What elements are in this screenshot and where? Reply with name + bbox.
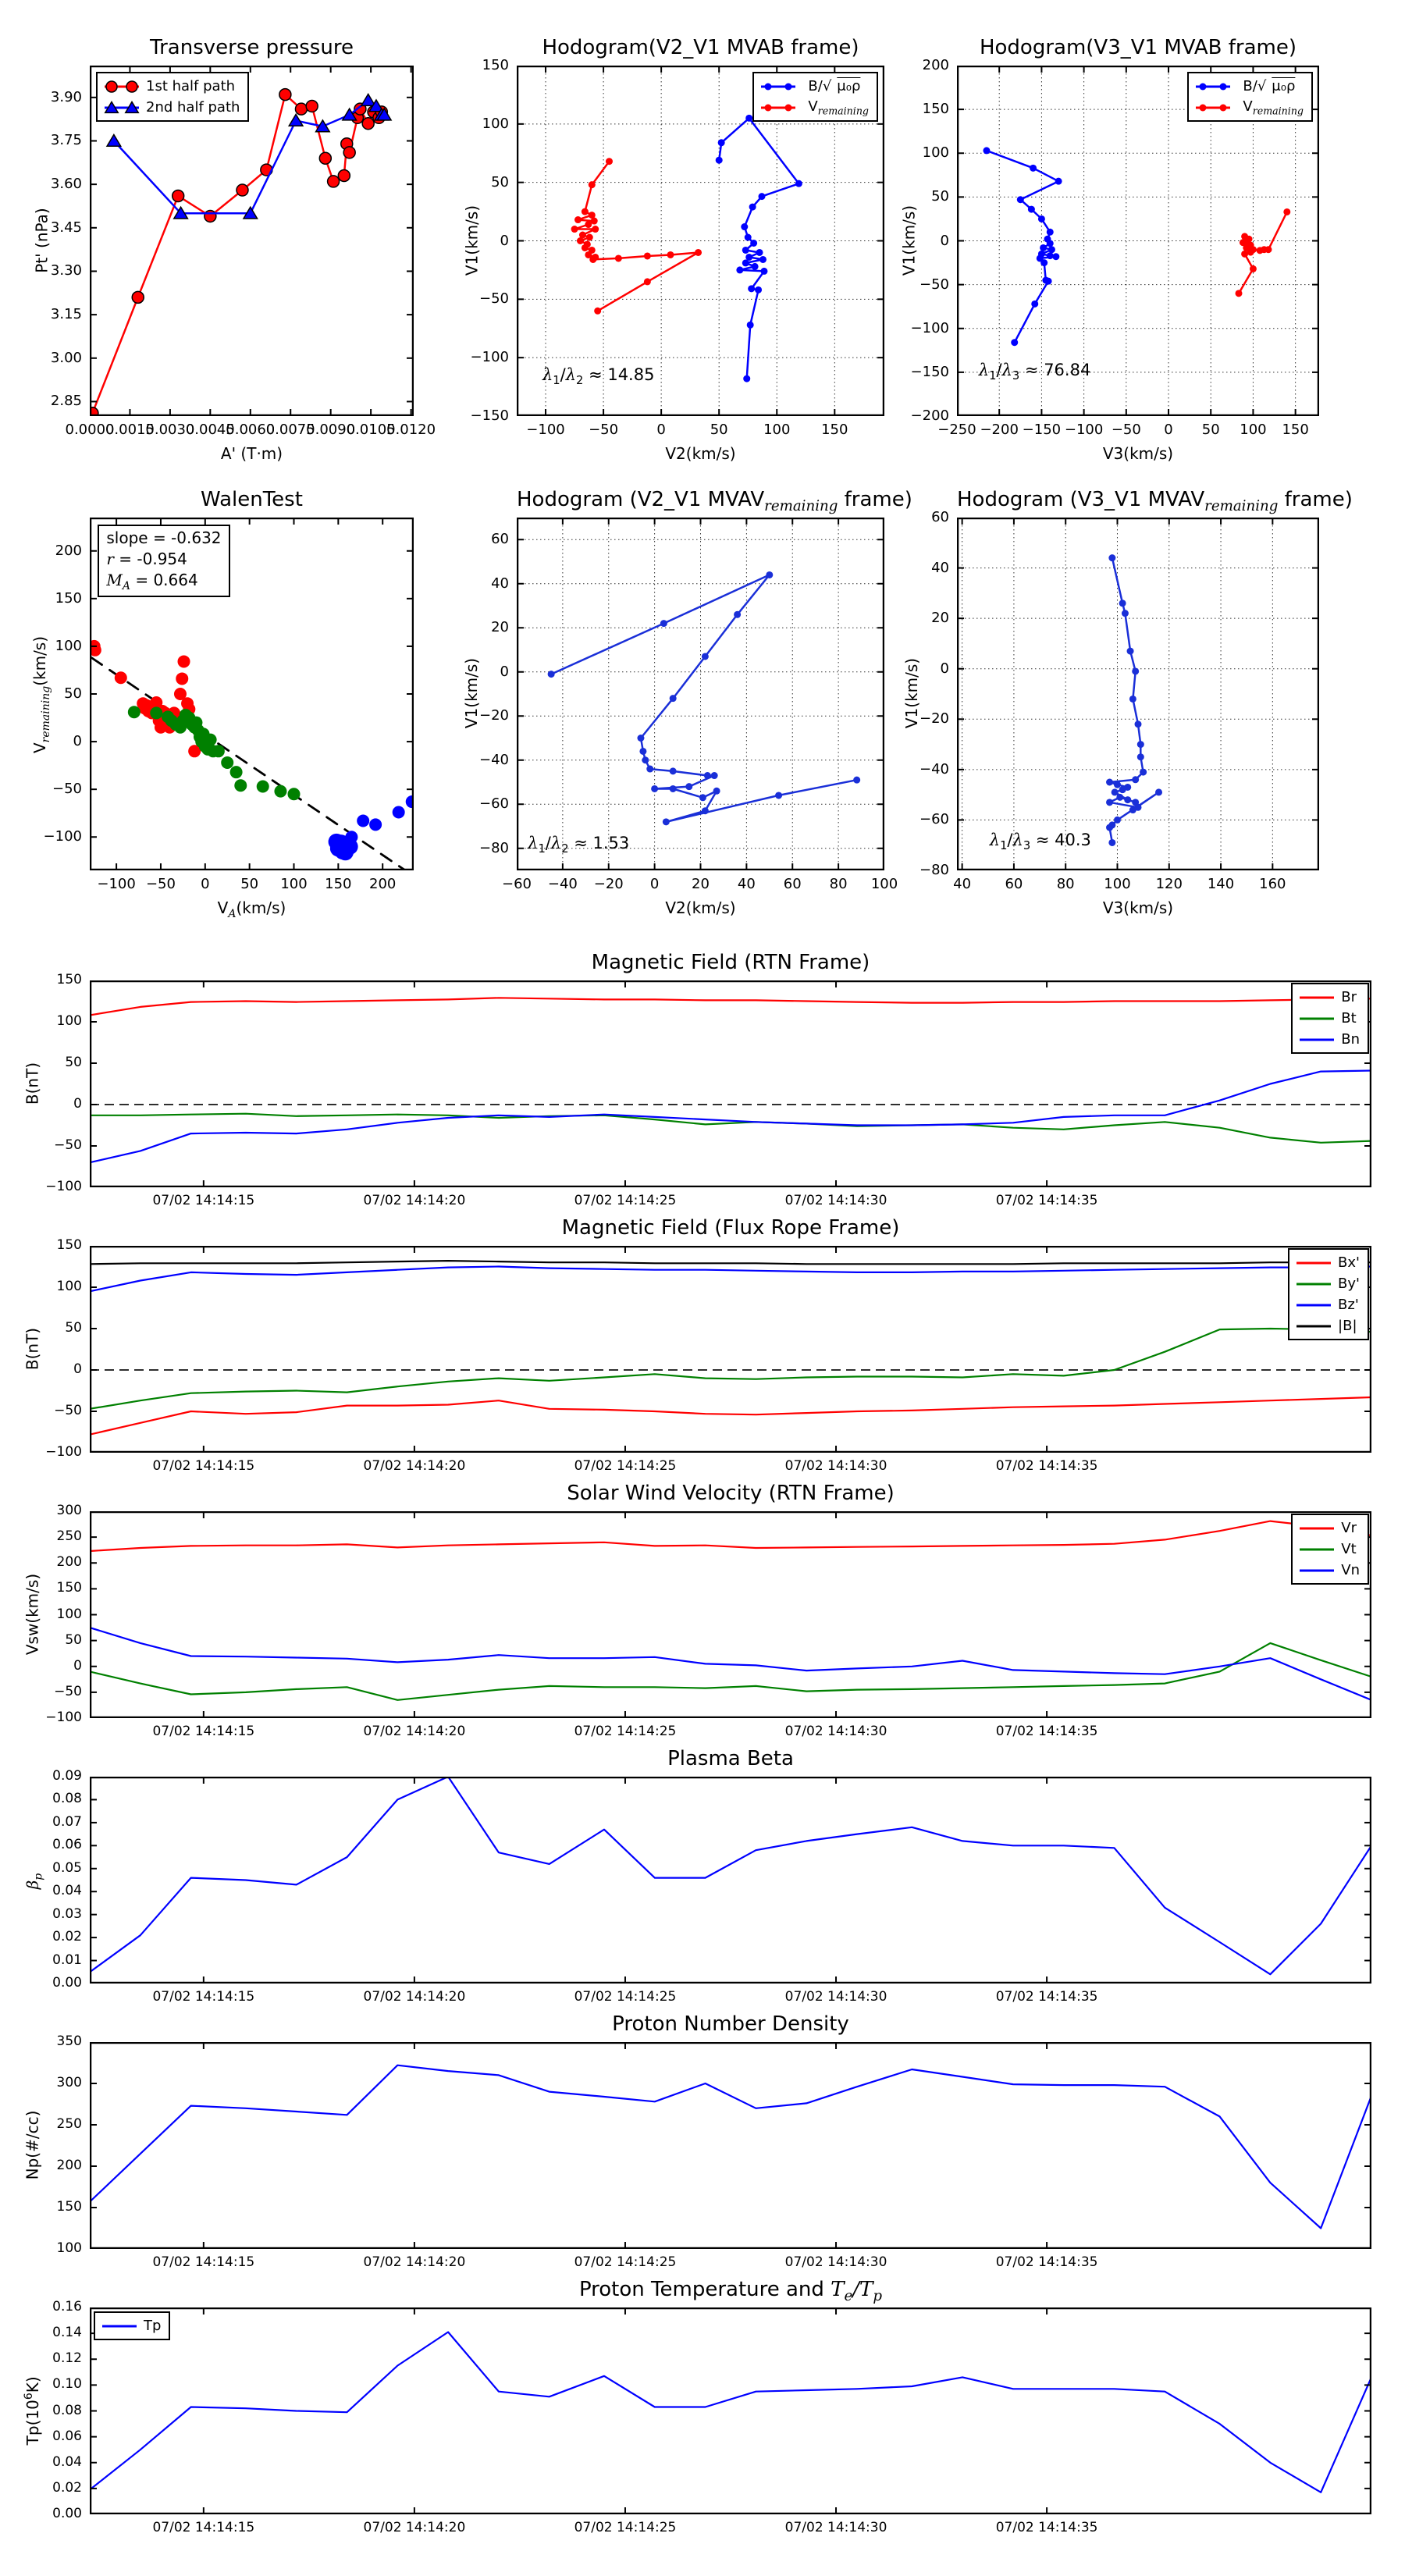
transverse-pressure-xlabel: A' (T·m) — [220, 444, 283, 463]
proton-number-density-ytick: 200 — [56, 2158, 82, 2173]
hodogram-v3v1-mvab-ytick: 50 — [931, 188, 949, 205]
magnetic-field-flux-rope-ytick: 150 — [56, 1237, 82, 1253]
hodogram-v2v1-mvab-annotation: $\lambda_1/\lambda_2 \approx 14.85$ — [542, 365, 655, 388]
magnetic-field-rtn-legend — [1291, 983, 1369, 1054]
magnetic-field-rtn-ylabel: B(nT) — [23, 1062, 41, 1105]
legend-entry — [1295, 1294, 1360, 1315]
solar-wind-velocity-ytick: 250 — [56, 1528, 82, 1545]
transverse-pressure-xtick: 0.0090 — [306, 422, 356, 438]
hodogram-v2v1-mvav-xtick: −60 — [502, 876, 532, 892]
magnetic-field-flux-rope-ytick: 0 — [73, 1361, 82, 1377]
stats-line: $M_A = 0.664$ — [106, 571, 198, 593]
walen-test-xtick: 0 — [201, 876, 210, 892]
legend-entry — [1295, 1252, 1360, 1273]
proton-temperature-title: Proton Temperature and $T_e/T_p$ — [578, 2278, 883, 2305]
plasma-beta-xtick: 07/02 14:14:20 — [363, 1989, 466, 2005]
transverse-pressure-xtick: 0.0000 — [65, 422, 115, 438]
hodogram-v3v1-mvav-annotation: $\lambda_1/\lambda_3 \approx 40.3$ — [989, 830, 1091, 852]
hodogram-v2v1-mvav-xtick: 40 — [737, 876, 756, 892]
hodogram-v3v1-mvav-xtick: 80 — [1056, 876, 1075, 892]
solar-wind-velocity-ytick: 0 — [73, 1657, 82, 1674]
transverse-pressure-xtick: 0.0105 — [346, 422, 396, 438]
magnetic-field-flux-rope-overlay — [90, 1246, 1371, 1453]
walen-test-xtick: −50 — [145, 876, 176, 892]
plasma-beta-title: Plasma Beta — [667, 1747, 794, 1770]
plasma-beta-xtick: 07/02 14:14:25 — [574, 1989, 677, 2005]
hodogram-v3v1-mvav-title: Hodogram (V3_V1 $MVAV_{remaining}$ frame) — [957, 488, 1353, 515]
proton-number-density-ytick: 150 — [56, 2199, 82, 2215]
hodogram-v3v1-mvab-xtick: −150 — [1022, 422, 1062, 438]
legend-entry — [1298, 1539, 1360, 1560]
hodogram-v2v1-mvab-xtick: 50 — [710, 422, 728, 438]
hodogram-v3v1-mvab-ytick: 100 — [922, 144, 949, 162]
hodogram-v2v1-mvav-ytick: 40 — [491, 575, 509, 592]
transverse-pressure-xtick: 0.0015 — [105, 422, 155, 438]
legend-line-sample — [1295, 1298, 1332, 1312]
magnetic-field-rtn-xtick: 07/02 14:14:15 — [152, 1193, 255, 1208]
magnetic-field-rtn-ytick: 50 — [65, 1055, 82, 1070]
magnetic-field-flux-rope-xtick: 07/02 14:14:25 — [574, 1458, 677, 1474]
walen-test-title: WalenTest — [201, 488, 303, 511]
hodogram-v3v1-mvab-ytick: −150 — [910, 363, 949, 380]
hodogram-v2v1-mvab-ytick: 100 — [482, 115, 509, 132]
magnetic-field-rtn-ytick: 150 — [56, 972, 82, 987]
transverse-pressure-ytick: 3.30 — [50, 262, 82, 279]
transverse-pressure-overlay — [90, 66, 414, 416]
hodogram-v3v1-mvab-ylabel: V1(km/s) — [899, 205, 918, 276]
legend-line-sample — [759, 101, 797, 115]
hodogram-v2v1-mvav-xlabel: V2(km/s) — [665, 898, 736, 917]
legend-line-sample — [1295, 1277, 1332, 1291]
proton-temperature-ytick: 0.00 — [52, 2506, 82, 2521]
transverse-pressure-ytick: 3.45 — [50, 219, 82, 236]
hodogram-v3v1-mvav-xtick: 160 — [1259, 876, 1286, 892]
proton-temperature-xtick: 07/02 14:14:25 — [574, 2520, 677, 2535]
hodogram-v3v1-mvab-xlabel: V3(km/s) — [1102, 444, 1174, 463]
hodogram-v3v1-mvav-ytick: −20 — [919, 710, 949, 728]
legend-line-sample — [1298, 1521, 1336, 1535]
proton-number-density-title: Proton Number Density — [612, 2012, 849, 2036]
solar-wind-velocity-overlay — [90, 1511, 1371, 1718]
proton-number-density-xtick: 07/02 14:14:30 — [784, 2254, 887, 2270]
plasma-beta-ytick: 0.08 — [52, 1791, 82, 1807]
hodogram-v2v1-mvab-xtick: 150 — [821, 422, 848, 438]
proton-number-density-xtick: 07/02 14:14:35 — [995, 2254, 1098, 2270]
hodogram-v2v1-mvab-ytick: −150 — [470, 407, 509, 424]
plasma-beta-ytick: 0.04 — [52, 1883, 82, 1899]
solar-wind-velocity-xtick: 07/02 14:14:35 — [995, 1724, 1098, 1739]
magnetic-field-flux-rope-ytick: 50 — [65, 1320, 82, 1336]
legend-label: Bx' — [1338, 1254, 1360, 1271]
magnetic-field-flux-rope-ytick: 100 — [56, 1279, 82, 1294]
walen-test-ytick: 100 — [55, 637, 82, 654]
plasma-beta-ytick: 0.02 — [52, 1929, 82, 1945]
legend-line-sample — [1295, 1319, 1332, 1333]
hodogram-v3v1-mvav-ytick: −80 — [919, 862, 949, 878]
hodogram-v3v1-mvab-xtick: −50 — [1111, 422, 1141, 438]
hodogram-v3v1-mvab-title: Hodogram(V3_V1 MVAB frame) — [979, 36, 1297, 59]
solar-wind-velocity-ytick: −50 — [54, 1683, 82, 1699]
proton-temperature-legend — [94, 2311, 170, 2340]
magnetic-field-rtn-ytick: 0 — [73, 1096, 82, 1112]
plasma-beta-ytick: 0.07 — [52, 1813, 82, 1830]
legend-line-sample — [1298, 1033, 1336, 1047]
legend-line-sample — [1295, 1256, 1332, 1270]
hodogram-v3v1-mvav-ytick: −60 — [919, 811, 949, 828]
hodogram-v3v1-mvav-overlay — [957, 518, 1319, 870]
legend-label: B/√ μ₀ρ — [808, 78, 861, 94]
hodogram-v3v1-mvab-xtick: −250 — [937, 422, 976, 438]
hodogram-v3v1-mvab-xtick: 100 — [1240, 422, 1267, 438]
solar-wind-velocity-ylabel: Vsw(km/s) — [23, 1573, 41, 1655]
proton-number-density-ytick: 100 — [56, 2240, 82, 2256]
solar-wind-velocity-ytick: 300 — [56, 1503, 82, 1518]
hodogram-v2v1-mvav-xtick: −40 — [547, 876, 578, 892]
hodogram-v2v1-mvab-xtick: −100 — [526, 422, 565, 438]
legend-line-sample — [1194, 80, 1232, 94]
hodogram-v2v1-mvab-ytick: 50 — [491, 173, 509, 190]
walen-test-ytick: 0 — [73, 733, 82, 750]
hodogram-v2v1-mvab-ytick: −100 — [470, 349, 509, 366]
legend-entry — [1194, 76, 1304, 97]
magnetic-field-flux-rope-ytick: −100 — [45, 1444, 82, 1460]
hodogram-v2v1-mvab-ytick: −50 — [479, 290, 509, 308]
walen-test-xtick: 200 — [369, 876, 397, 892]
solar-wind-velocity-xtick: 07/02 14:14:20 — [363, 1724, 466, 1739]
magnetic-field-flux-rope-xtick: 07/02 14:14:35 — [995, 1458, 1098, 1474]
proton-temperature-ytick: 0.06 — [52, 2428, 82, 2444]
transverse-pressure-xtick: 0.0075 — [265, 422, 315, 438]
hodogram-v3v1-mvav-ytick: −40 — [919, 760, 949, 777]
hodogram-v2v1-mvav-xtick: −20 — [593, 876, 624, 892]
proton-number-density-xtick: 07/02 14:14:25 — [574, 2254, 677, 2270]
magnetic-field-rtn-title: Magnetic Field (RTN Frame) — [591, 951, 870, 974]
proton-number-density-xtick: 07/02 14:14:15 — [152, 2254, 255, 2270]
legend-entry — [1298, 1560, 1360, 1581]
hodogram-v3v1-mvab-legend — [1187, 72, 1313, 122]
solar-wind-velocity-title: Solar Wind Velocity (RTN Frame) — [567, 1482, 895, 1505]
transverse-pressure-xtick: 0.0120 — [386, 422, 436, 438]
hodogram-v2v1-mvab-xtick: 0 — [656, 422, 666, 438]
plasma-beta-ytick: 0.05 — [52, 1859, 82, 1876]
plasma-beta-xtick: 07/02 14:14:30 — [784, 1989, 887, 2005]
proton-temperature-xtick: 07/02 14:14:30 — [784, 2520, 887, 2535]
hodogram-v3v1-mvav-ytick: 20 — [931, 610, 949, 627]
solar-wind-velocity-xtick: 07/02 14:14:30 — [784, 1724, 887, 1739]
proton-temperature-ytick: 0.12 — [52, 2350, 82, 2367]
hodogram-v2v1-mvab-ylabel: V1(km/s) — [462, 205, 481, 276]
solar-wind-velocity-legend — [1291, 1514, 1369, 1585]
proton-temperature-ytick: 0.04 — [52, 2453, 82, 2470]
plasma-beta-ytick: 0.06 — [52, 1837, 82, 1853]
hodogram-v3v1-mvav-xtick: 60 — [1005, 876, 1023, 892]
walen-test-ytick: −50 — [52, 781, 82, 798]
hodogram-v3v1-mvav-xtick: 40 — [953, 876, 972, 892]
solar-wind-velocity-ytick: 150 — [56, 1580, 82, 1596]
walen-test-ylabel: $V_{remaining}(km/s)$ — [30, 635, 52, 754]
legend-label: Bz' — [1338, 1297, 1359, 1313]
hodogram-v3v1-mvab-xtick: −200 — [980, 422, 1019, 438]
hodogram-v2v1-mvab-ytick: 150 — [482, 57, 509, 73]
hodogram-v3v1-mvab-xtick: −100 — [1064, 422, 1104, 438]
proton-temperature-ytick: 0.08 — [52, 2402, 82, 2418]
legend-entry — [759, 76, 869, 97]
walen-test-ytick: 200 — [55, 542, 82, 559]
legend-line-sample — [1298, 1564, 1336, 1578]
proton-number-density-overlay — [90, 2042, 1371, 2249]
hodogram-v3v1-mvab-annotation: $\lambda_1/\lambda_3 \approx 76.84$ — [978, 360, 1091, 382]
magnetic-field-rtn-overlay — [90, 980, 1371, 1187]
proton-number-density-ytick: 250 — [56, 2116, 82, 2132]
legend-label: 1st half path — [146, 78, 236, 94]
plasma-beta-ytick: 0.03 — [52, 1905, 82, 1922]
solar-wind-velocity-ytick: 50 — [65, 1631, 82, 1648]
transverse-pressure-ytick: 3.90 — [50, 88, 82, 105]
solar-wind-velocity-xtick: 07/02 14:14:15 — [152, 1724, 255, 1739]
proton-number-density-xtick: 07/02 14:14:20 — [363, 2254, 466, 2270]
legend-entry — [1298, 1008, 1360, 1029]
legend-label: Br — [1341, 989, 1357, 1005]
hodogram-v3v1-mvab-xtick: 0 — [1164, 422, 1173, 438]
transverse-pressure-xtick: 0.0045 — [185, 422, 235, 438]
plasma-beta-xtick: 07/02 14:14:15 — [152, 1989, 255, 2005]
magnetic-field-flux-rope-xtick: 07/02 14:14:20 — [363, 1458, 466, 1474]
transverse-pressure-xtick: 0.0060 — [226, 422, 276, 438]
hodogram-v2v1-mvav-ylabel: V1(km/s) — [462, 657, 481, 729]
hodogram-v2v1-mvav-xtick: 100 — [870, 876, 898, 892]
proton-temperature-overlay — [90, 2307, 1371, 2514]
hodogram-v3v1-mvav-xtick: 100 — [1104, 876, 1131, 892]
hodogram-v3v1-mvab-xtick: 150 — [1282, 422, 1309, 438]
walen-test-ytick: 50 — [64, 685, 82, 702]
proton-number-density-ytick: 350 — [56, 2033, 82, 2049]
hodogram-v3v1-mvav-ytick: 0 — [940, 660, 949, 677]
legend-entry — [1295, 1315, 1360, 1336]
hodogram-v2v1-mvab-title: Hodogram(V2_V1 MVAB frame) — [542, 36, 859, 59]
legend-line-sample — [1298, 1542, 1336, 1557]
magnetic-field-rtn-ytick: −100 — [45, 1179, 82, 1194]
hodogram-v2v1-mvav-ytick: −20 — [479, 707, 509, 724]
solar-wind-velocity-ytick: −100 — [45, 1710, 82, 1725]
hodogram-v2v1-mvav-ytick: −80 — [479, 839, 509, 856]
hodogram-v2v1-mvav-ytick: −40 — [479, 751, 509, 768]
magnetic-field-rtn-xtick: 07/02 14:14:30 — [784, 1193, 887, 1208]
walen-test-overlay — [90, 518, 414, 870]
legend-label: By' — [1338, 1276, 1360, 1292]
legend-label: Vn — [1341, 1562, 1360, 1578]
magnetic-field-rtn-xtick: 07/02 14:14:35 — [995, 1193, 1098, 1208]
magnetic-field-flux-rope-xtick: 07/02 14:14:15 — [152, 1458, 255, 1474]
plasma-beta-overlay — [90, 1777, 1371, 1984]
plasma-beta-xtick: 07/02 14:14:35 — [995, 1989, 1098, 2005]
hodogram-v3v1-mvab-ytick: 150 — [922, 101, 949, 118]
transverse-pressure-ytick: 3.15 — [50, 306, 82, 323]
proton-temperature-ytick: 0.14 — [52, 2325, 82, 2341]
proton-temperature-ytick: 0.10 — [52, 2376, 82, 2393]
legend-label: Bt — [1341, 1010, 1357, 1026]
magnetic-field-rtn-xtick: 07/02 14:14:20 — [363, 1193, 466, 1208]
hodogram-v2v1-mvav-overlay — [517, 518, 884, 870]
legend-line-sample — [1298, 1012, 1336, 1026]
hodogram-v2v1-mvav-ytick: −60 — [479, 795, 509, 813]
legend-label: 2nd half path — [146, 99, 240, 116]
proton-temperature-xtick: 07/02 14:14:15 — [152, 2520, 255, 2535]
legend-line-sample — [1298, 991, 1336, 1005]
magnetic-field-flux-rope-legend — [1288, 1248, 1369, 1340]
transverse-pressure-ytick: 3.60 — [50, 176, 82, 193]
transverse-pressure-ylabel: Pt' (nPa) — [32, 207, 51, 273]
magnetic-field-flux-rope-ytick: −50 — [54, 1403, 82, 1418]
walen-test-xlabel: $V_A(km/s)$ — [217, 898, 286, 920]
legend-entry — [1298, 1517, 1360, 1539]
hodogram-v2v1-mvab-ytick: 0 — [500, 232, 509, 249]
legend-label: Tp — [144, 2318, 162, 2334]
magnetic-field-flux-rope-title: Magnetic Field (Flux Rope Frame) — [561, 1216, 900, 1240]
hodogram-v3v1-mvav-xtick: 140 — [1207, 876, 1235, 892]
legend-line-sample — [103, 80, 140, 94]
legend-entry — [1298, 1029, 1360, 1050]
proton-temperature-ytick: 0.02 — [52, 2479, 82, 2496]
magnetic-field-flux-rope-xtick: 07/02 14:14:30 — [784, 1458, 887, 1474]
legend-entry — [1194, 97, 1304, 118]
plasma-beta-ytick: 0.01 — [52, 1952, 82, 1968]
hodogram-v3v1-mvab-ytick: −200 — [910, 407, 949, 424]
hodogram-v3v1-mvav-xtick: 120 — [1155, 876, 1183, 892]
hodogram-v2v1-mvav-ytick: 20 — [491, 619, 509, 636]
hodogram-v3v1-mvab-ytick: −50 — [919, 276, 949, 293]
hodogram-v2v1-mvav-annotation: $\lambda_1/\lambda_2 \approx 1.53$ — [528, 834, 630, 856]
magnetic-field-rtn-ytick: 100 — [56, 1013, 82, 1029]
magnetic-field-rtn-ytick: −50 — [54, 1137, 82, 1153]
transverse-pressure-legend — [96, 72, 249, 122]
hodogram-v3v1-mvav-ytick: 60 — [931, 509, 949, 525]
legend-line-sample — [101, 2319, 138, 2333]
hodogram-v2v1-mvav-xtick: 80 — [829, 876, 848, 892]
hodogram-v3v1-mvav-ytick: 40 — [931, 559, 949, 576]
hodogram-v3v1-mvab-ytick: 0 — [940, 232, 949, 249]
transverse-pressure-ytick: 3.00 — [50, 349, 82, 366]
legend-line-sample — [103, 101, 140, 115]
legend-label: Vr — [1341, 1520, 1357, 1536]
hodogram-v3v1-mvab-ytick: −100 — [910, 319, 949, 336]
plasma-beta-ytick: 0.09 — [52, 1768, 82, 1784]
transverse-pressure-ytick: 2.85 — [50, 393, 82, 410]
legend-label: B/√ μ₀ρ — [1243, 78, 1296, 94]
hodogram-v2v1-mvab-overlay — [517, 66, 884, 416]
transverse-pressure-ytick: 3.75 — [50, 132, 82, 149]
hodogram-v3v1-mvab-ytick: 200 — [922, 57, 949, 73]
walen-test-ytick: −100 — [43, 828, 82, 845]
hodogram-v2v1-mvav-xtick: 20 — [692, 876, 710, 892]
legend-entry — [1295, 1273, 1360, 1294]
magnetic-field-rtn-xtick: 07/02 14:14:25 — [574, 1193, 677, 1208]
legend-label: Bn — [1341, 1031, 1360, 1048]
legend-line-sample — [1194, 101, 1232, 115]
proton-temperature-xtick: 07/02 14:14:20 — [363, 2520, 466, 2535]
proton-temperature-xtick: 07/02 14:14:35 — [995, 2520, 1098, 2535]
proton-temperature-ytick: 0.16 — [52, 2299, 82, 2314]
hodogram-v2v1-mvab-xtick: 100 — [763, 422, 791, 438]
transverse-pressure-title: Transverse pressure — [150, 36, 354, 59]
legend-label: |B| — [1338, 1318, 1357, 1334]
hodogram-v3v1-mvab-xtick: 50 — [1201, 422, 1220, 438]
walen-test-ytick: 150 — [55, 589, 82, 607]
legend-line-sample — [759, 80, 797, 94]
solar-wind-velocity-xtick: 07/02 14:14:25 — [574, 1724, 677, 1739]
walen-test-xtick: 50 — [240, 876, 259, 892]
plasma-beta-ytick: 0.00 — [52, 1975, 82, 1991]
legend-label: Vt — [1341, 1541, 1357, 1557]
hodogram-v3v1-mvav-ylabel: V1(km/s) — [902, 657, 921, 729]
solar-wind-velocity-ytick: 100 — [56, 1606, 82, 1622]
hodogram-v2v1-mvav-title: Hodogram (V2_V1 $MVAV_{remaining}$ frame) — [517, 488, 912, 515]
legend-entry — [1298, 987, 1360, 1008]
legend-label: $V_{remaining}$ — [808, 98, 869, 117]
legend-entry — [103, 97, 240, 118]
hodogram-v2v1-mvav-xtick: 0 — [649, 876, 660, 892]
hodogram-v2v1-mvav-ytick: 60 — [491, 531, 509, 548]
legend-entry — [103, 76, 240, 97]
hodogram-v2v1-mvab-xlabel: V2(km/s) — [665, 444, 736, 463]
walen-test-xtick: −100 — [97, 876, 136, 892]
stats-line: r = -0.954 — [106, 550, 187, 569]
walen-test-xtick: 100 — [280, 876, 308, 892]
transverse-pressure-xtick: 0.0030 — [145, 422, 195, 438]
proton-number-density-ylabel: Np(#/cc) — [23, 2110, 41, 2179]
solar-wind-velocity-ytick: 200 — [56, 1554, 82, 1571]
legend-label: $V_{remaining}$ — [1243, 98, 1304, 117]
hodogram-v3v1-mvab-overlay — [957, 66, 1319, 416]
walen-test-stats-box — [98, 525, 229, 597]
proton-number-density-ytick: 300 — [56, 2075, 82, 2090]
magnetic-field-flux-rope-ylabel: B(nT) — [23, 1327, 41, 1370]
proton-temperature-ylabel: $Tp(10^6K)$ — [22, 2375, 42, 2445]
hodogram-v2v1-mvav-xtick: 60 — [783, 876, 802, 892]
legend-entry — [759, 97, 869, 118]
legend-entry — [101, 2315, 161, 2336]
hodogram-v2v1-mvav-ytick: 0 — [500, 663, 509, 680]
walen-test-xtick: 150 — [325, 876, 352, 892]
hodogram-v2v1-mvab-xtick: −50 — [589, 422, 619, 438]
stats-line: slope = -0.632 — [106, 528, 222, 548]
hodogram-v3v1-mvav-xlabel: V3(km/s) — [1102, 898, 1174, 917]
plasma-beta-ylabel: $\beta_p$ — [23, 1873, 44, 1889]
